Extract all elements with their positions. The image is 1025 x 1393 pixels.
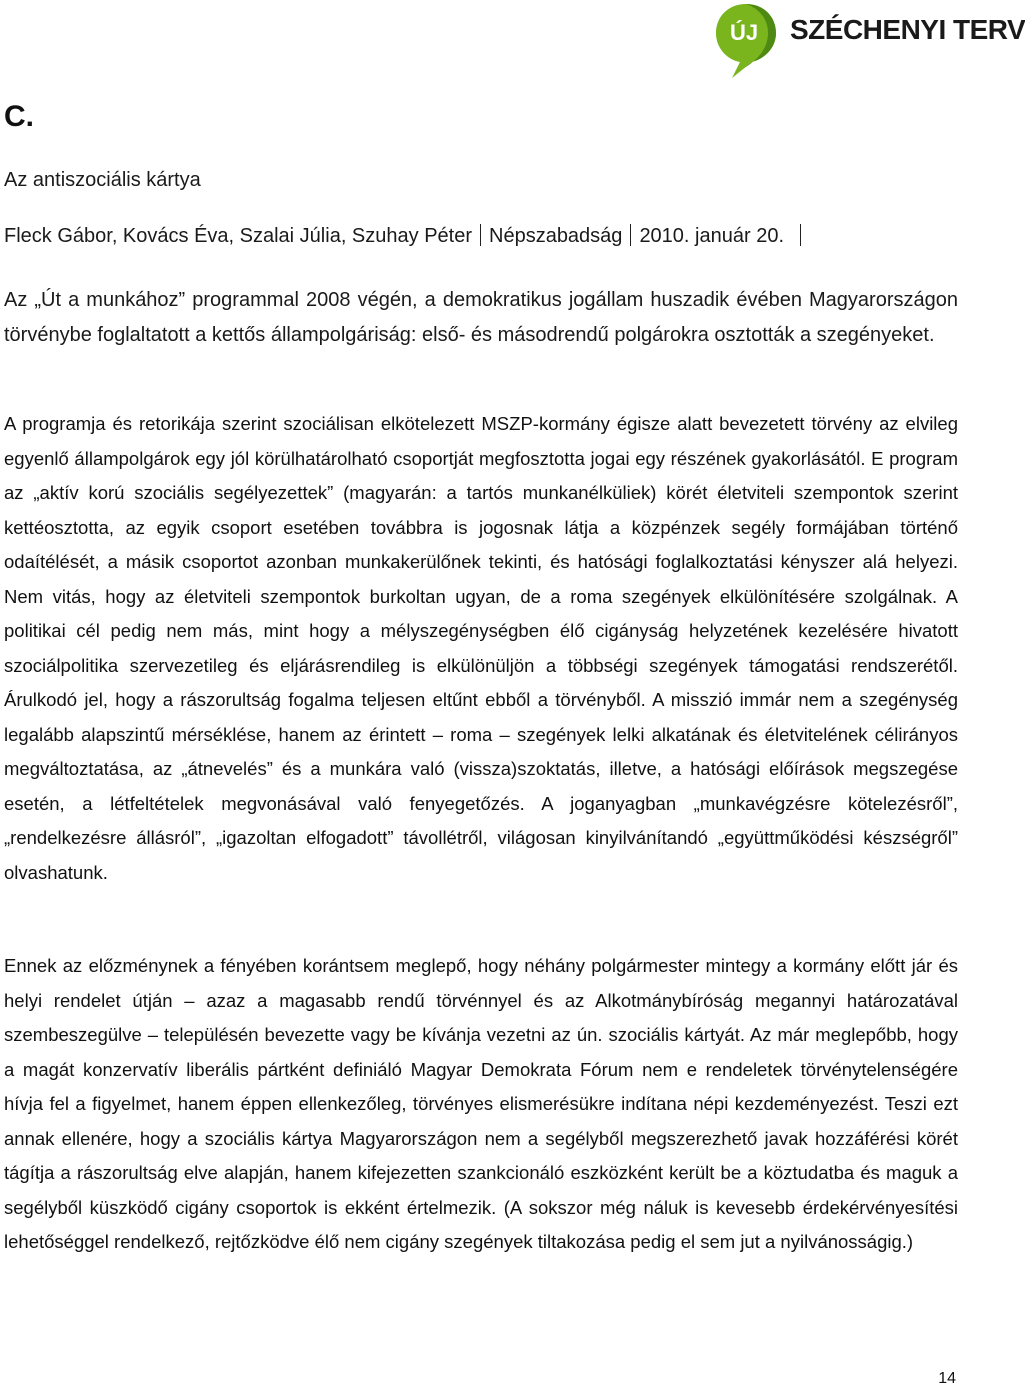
article-paragraph: Az „Út a munkához” programmal 2008 végén, a demokratikus jogállam huszadik évében Magyarországon törvénybe foglaltatott a kettős állampolgáriság: első- és másodrendű polgárokra osztották a szegényeket. bbox=[4, 289, 958, 346]
article-paragraph: A programja és retorikája szerint szociálisan elkötelezett MSZP-kormány égisze alatt bevezetett törvény az elvileg egyenlő állampolgárok egy jól körülhatárolható csoportját megfosztotta jogai egy részének gyakorlásától. E program az „aktív korú szociális segélyezettek” (magyarán: a tartós munkanélküliek) körét életviteli szempontok szerint kettéosztotta, az egyik csoport esetében továbbra is jogosnak látja a közpénzek segély formájában történő odaítélését, a másik csoportot azonban munkakerülőnek tekinti, és hatósági foglalkoztatási kényszer alá helyezi. Nem vitás, hogy az életviteli szempontok burkoltan ugyan, de a roma szegények elkülönítésére szolgálnak. A politikai cél pedig nem más, mint hogy a mélyszegénységben élő cigányság helyzetének kezelésére hivatott szociálpolitika szervezetileg és eljárásrendileg is elkülönüljön a többségi szegények támogatási rendszerétől. Árulkodó jel, hogy a rászorultság fogalma teljesen eltűnt ebből a törvényből. A misszió immár nem a szegénység legalább alapszintű mérséklése, hanem az érintett – roma – szegények lelki alkatának és életvitelének célirányos megváltoztatása, az „átnevelés” és a munkára való (vissza)szoktatás, illetve, a hatósági előírások megszegése esetén, a létfeltételek megvonásával való fenyegetőzés. A joganyagban „munkavégzésre kötelezésről”, „rendelkezésre állásról”, „igazoltan elfogadott” távollétről, világosan kinyilvánítandó „együttműködési készségről” olvashatunk. bbox=[4, 413, 958, 883]
logo-wordmark: SZÉCHENYI TERV bbox=[790, 14, 1025, 45]
byline-source: Népszabadság bbox=[489, 225, 623, 247]
article-paragraph: Ennek az előzménynek a fényében korántsem meglepő, hogy néhány polgármester mintegy a kormány előtt jár és helyi rendelet útján – azaz a magasabb rendű törvénnyel és az Alkotmánybíróság megannyi határozatával szembeszegülve – településén bevezette vagy be kívánja vezetni az ún. szociális kártyát. Az már meglepőbb, hogy a magát konzervatív liberális pártként definiáló Magyar Demokrata Fórum nem e rendeletek törvénytelenségére hívja fel a figyelmet, hanem éppen ellenkezőleg, törvényes elismerésükre indítana népi kezdeményezést. Teszi ezt annak ellenére, hogy a szociális kártya Magyarországon nem a segélyből megszerezhető javak hozzáférési körét tágítja a rászorultság elve alapján, hanem kifejezetten szankcionáló eszközként került be a köztudatba és maguk a segélyből küszködő cigány csoportok is ekként értelmezik. (A sokszor még náluk is kevesebb érdekérvényesítési lehetőséggel rendelkező, rejtőzködve élő nem cigány szegények tiltakozása pedig el sem jut a nyilvánosságig.) bbox=[4, 955, 958, 1252]
section-letter: C. bbox=[4, 100, 34, 133]
szechenyi-terv-logo bbox=[712, 0, 1025, 80]
byline-authors: Fleck Gábor, Kovács Éva, Szalai Júlia, Szuhay Péter bbox=[4, 225, 472, 247]
article-title: Az antiszociális kártya bbox=[4, 169, 201, 191]
byline-date: 2010. január 20. bbox=[639, 225, 784, 247]
byline bbox=[4, 224, 801, 248]
text-cursor bbox=[800, 224, 801, 246]
page-number: 14 bbox=[938, 1370, 956, 1387]
byline-separator bbox=[480, 224, 481, 246]
logo-badge-text: ÚJ bbox=[729, 20, 759, 45]
byline-separator bbox=[630, 224, 631, 246]
